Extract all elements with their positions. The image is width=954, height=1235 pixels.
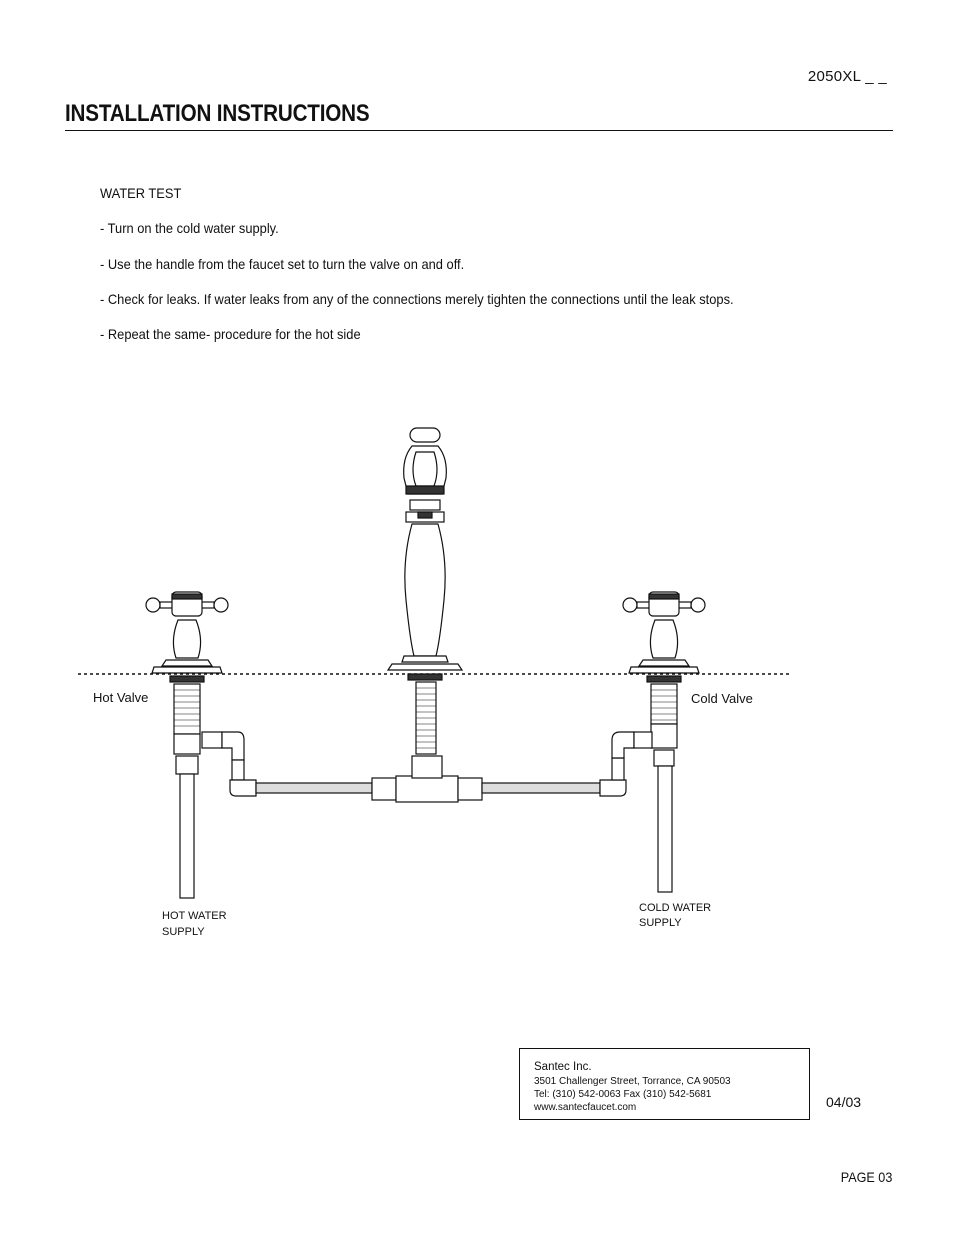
hot-supply-label: HOT WATER [162, 910, 227, 922]
instruction-step: - Repeat the same- procedure for the hot side [100, 326, 361, 342]
spout-icon [388, 428, 462, 754]
revision-date: 04/03 [826, 1094, 862, 1110]
section-heading: WATER TEST [100, 185, 182, 201]
cold-supply-label: SUPPLY [639, 917, 682, 929]
model-number: 2050XL _ _ [807, 68, 887, 85]
company-name: Santec Inc. [534, 1061, 592, 1073]
title-divider [65, 130, 893, 131]
instruction-step: - Turn on the cold water supply. [100, 220, 279, 236]
faucet-installation-diagram [0, 410, 954, 970]
hot-supply-label: SUPPLY [162, 926, 205, 938]
company-phone: Tel: (310) 542-0063 Fax (310) 542-5681 [534, 1089, 712, 1100]
company-info-box [519, 1048, 810, 1120]
company-address: 3501 Challenger Street, Torrance, CA 90503 [534, 1076, 731, 1087]
cold-valve-label: Cold Valve [691, 691, 753, 706]
cold-supply-label: COLD WATER [639, 902, 712, 914]
page-title: INSTALLATION INSTRUCTIONS [65, 100, 370, 127]
hot-valve-label: Hot Valve [93, 690, 149, 705]
instruction-step: - Check for leaks. If water leaks from any of the connections merely tighten the connections until the leak stops. [100, 291, 734, 307]
page-number: PAGE 03 [840, 1169, 892, 1185]
instruction-step: - Use the handle from the faucet set to turn the valve on and off. [100, 256, 465, 272]
company-website: www.santecfaucet.com [534, 1102, 637, 1113]
